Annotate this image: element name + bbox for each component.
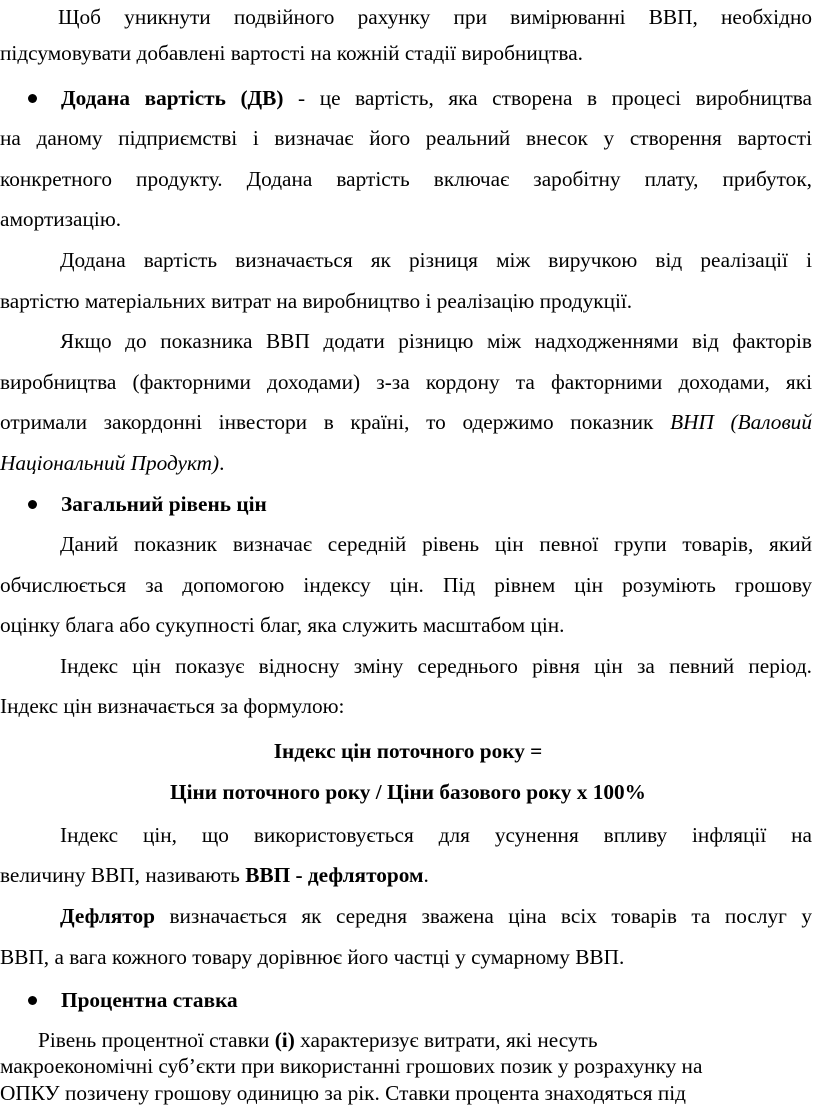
deflator-term: ВВП - дефлятором [245,863,424,887]
paragraph-line: Індекс цін показує відносну зміну середнього рівня цін за певний період. [60,654,812,678]
formula-line: Індекс цін поточного року = [273,739,543,763]
interest-rate-symbol: (і) [274,1028,295,1052]
term-added-value: Додана вартість (ДВ) [61,86,284,110]
text-run: величину ВВП, називають [0,863,246,887]
paragraph-line [0,409,812,435]
paragraph-line: ОПКУ позичену грошову одиницю за рік. Ставки процента знаходяться під [0,1081,687,1105]
gnp-term: Національний Продукт) [0,451,220,475]
paragraph-line: Даний показник визначає середній рівень цін певної групи товарів, який [60,532,812,556]
paragraph-line: вартістю матеріальних витрат на виробництво і реалізацію продукції. [0,289,633,313]
paragraph-line: Індекс цін визначається за формулою: [0,694,345,718]
text-run: Рівень процентної ставки [38,1028,275,1052]
deflator-term: Дефлятор [60,904,155,928]
paragraph-line [0,862,812,888]
paragraph-line: підсумовувати добавлені вартості на кожній стадії виробництва. [0,41,583,65]
text-run: . [219,451,225,475]
text-run: отримали закордонні інвестори в країні, то одержимо показник [0,410,671,434]
text-run: . [423,863,429,887]
section-heading-prices: Загальний рівень цін [61,492,267,516]
bullet-icon [28,500,37,509]
paragraph-line: Додана вартість визначається як різниця між виручкою від реалізації і [60,248,812,272]
paragraph-line: конкретного продукту. Додана вартість включає заробітну плату, прибуток, [0,167,812,191]
paragraph-line: оцінку блага або сукупності благ, яка служить масштабом цін. [0,613,565,637]
paragraph-line: Якщо до показника ВВП додати різницю між надходженнями від факторів [60,329,812,353]
paragraph-line: на даному підприємстві і визначає його реальний внесок у створення вартості [0,126,812,150]
text-run: визначається як середня зважена ціна всіх товарів та послуг у [154,904,812,928]
paragraph-line: макроекономічні суб’єкти при використанні грошових позик у розрахунку на [0,1054,703,1078]
paragraph-line: Щоб уникнути подвійного рахунку при вимірюванні ВВП, необхідно [58,5,812,29]
paragraph-line [60,903,812,929]
paragraph-line: Індекс цін, що використовується для усунення впливу інфляції на [60,823,812,847]
bullet-icon [28,996,37,1005]
text-run: характеризує витрати, які несуть [294,1028,598,1052]
paragraph-line [61,85,812,111]
paragraph-line: ВВП, а вага кожного товару дорівнює його частці у сумарному ВВП. [0,945,625,969]
bullet-icon [28,94,37,103]
formula-line: Ціни поточного року / Ціни базового року х 100% [170,780,646,804]
paragraph-line [38,1027,816,1053]
text-run: - це вартість, яка створена в процесі виробництва [283,86,812,110]
gnp-term: ВНП (Валовий [670,410,812,434]
paragraph-line: амортизацію. [0,207,122,231]
paragraph-line: обчислюється за допомогою індексу цін. Під рівнем цін розуміють грошову [0,573,812,597]
paragraph-line: виробництва (факторними доходами) з-за кордону та факторними доходами, які [0,370,812,394]
paragraph-line [0,450,812,476]
section-heading-rate: Процентна ставка [61,988,238,1012]
